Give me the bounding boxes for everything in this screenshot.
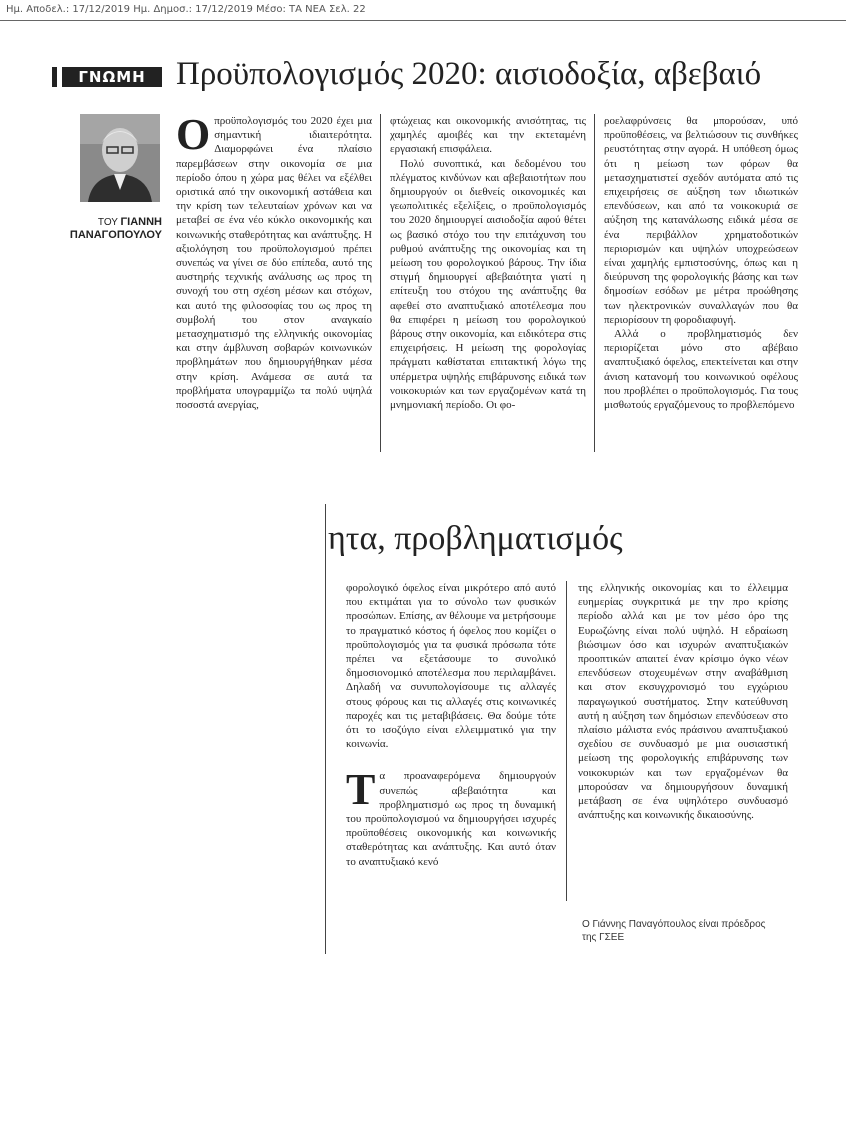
column-4-paragraph-1: φορολογικό όφελος είναι μικρότερο από αυτό που εκτιμάται για το σύνολο των φυσικών προσώπων. Επίσης, αν θέλουμε να μετρήσουμε το πραγματικό κόστος ή όφελος που κομίζει ο προϋπολογισμός για τα φυσικά πρόσωπα τότε πρέπει να εξετάσουμε το συνολικό δημοσιονομικό αποτέλεσμα που περιλαμβάνει. Δηλαδή να συνυπολογίσουμε τις αλλαγές στους φόρους και τις αλλαγές στις κοινωνικές παροχές και τις μεταβιβάσεις. Θα δούμε τότε ότι το ισοζύγιο είναι ελλειμματικό για την κοινωνία. xyxy=(346,582,556,751)
headline-part-1: Προϋπολογισμός 2020: αισιοδοξία, αβεβαιό xyxy=(176,56,762,92)
column-1-text: προϋπολογισμός του 2020 έχει μια σημαντική ιδιαιτερότητα. Διαμορφώνει ένα πλαίσιο παρεμβάσεων στην οικονομία σε μια περίοδο όπου η χώρα μας θέλει να εξέλθει οριστικά από την οικονομική αστάθεια και την κρίση των τελευταίων χρόνων και να μεταβεί σε ένα νέο κύκλο οικονομικής και κοινωνικής σταθερότητας και ανάπτυξης. Η αξιολόγηση του προϋπολογισμού πρέπει συνεπώς να γίνει σε δύο επίπεδα, αυτό της αυστηρής τεχνικής ανάλυσης ως προς τη συνοχή του στη σχέση μέσων και στόχων, και αυτό της φιλοσοφίας του ως προς τη συμβολή του στον αναγκαίο μετασχηματισμό της ελληνικής οικονομίας και στην άμβλυνση σοβαρών κοινωνικών προβλημάτων που δημιουργήθηκαν μέσα στην κρίση. Ανάμεσα σε αυτά τα προβλήματα υπογραμμίζω τα πολύ υψηλά ποσοστά ανεργίας, xyxy=(176,115,372,412)
section-rubric xyxy=(52,67,162,87)
rubric-bar xyxy=(52,67,57,87)
column-5-paragraph-1: της ελληνικής οικονομίας και το έλλειμμα ευημερίας συγκριτικά με την προ κρίσης περίοδο αλλά και με τον μέσο όρο της Ευρωζώνης είναι πολύ υψηλό. Η εδραίωση βιώσιμων όσο και ισχυρών αναπτυξιακών προοπτικών απαιτεί έναν κρίσιμο όγκο νέων επενδύσεων στοχευμένων στην αναβάθμιση και στον εκσυγχρονισμό του εγχώριου παραγωγικού συστήματος. Στην κατεύθυνση αυτή η αύξηση των δημόσιων επενδύσεων στο πλαίσιο μάλιστα ενός πράσινου αναπτυξιακού σχεδίου σε συνδυασμό με μια ουσιαστική μείωση της φορολογικής επιβάρυνσης των νοικοκυριών και των εργαζομένων θα μπορούσαν να δημιουργήσουν δυναμική μετάβαση σε ένα υψηλότερο συνδυασμό ανάπτυξης και κοινωνικής δικαιοσύνης. xyxy=(578,582,788,822)
article-column-4 xyxy=(346,581,556,869)
column-4-paragraph-2: α προαναφερόμενα δημιουργούν συνεπώς αβεβαιότητα και προβληματισμό ως προς τη δυναμική του προϋπολογισμού να δημιουργήσει ισχυρές προϋποθέσεις οικονομικής και κοινωνικής σταθερότητας και ανάπτυξης. Και αυτό όταν το αναπτυξιακό κενό xyxy=(346,770,556,868)
column-divider xyxy=(594,114,595,452)
byline-prefix: ΤΟΥ xyxy=(97,217,118,228)
article-column-3 xyxy=(604,114,798,412)
column-2-paragraph-2: Πολύ συνοπτικά, και δεδομένου του πλέγματος κινδύνων και αβεβαιοτήτων που δημιουργούν οι διεθνείς οικονομικές και γεωπολιτικές εξελίξεις, ο προϋπολογισμός του 2020 δημιουργεί αισιοδοξία αφού θέτει ως βασικό στόχο του την επιτάχυνση του ρυθμού ανάπτυξης της οικονομίας και τη μείωση του φορολογικού βάρους. Την ίδια στιγμή δημιουργεί αβεβαιότητα γιατί η επίτευξη του στόχου της ανάπτυξης θα αφεθεί στο αναπτυξιακό αποτέλεσμα που θα επιφέρει η μείωση του φορολογικού βάρους στην οικονομία, και ειδικότερα στις επιχειρήσεις. Η μείωση της φορολογίας πράγματι καθίσταται επιτακτική λόγω της υπέρμετρα υψηλής επιβάρυνσης ειδικά των νοικοκυριών και των εργαζομένων κατά τη μνημονιακή περίοδο. Οι φο- xyxy=(390,157,586,412)
byline xyxy=(62,216,162,242)
article-column-2 xyxy=(390,114,586,412)
column-divider xyxy=(566,581,567,901)
header-divider xyxy=(0,20,846,21)
drop-cap-t: Τ xyxy=(346,765,376,815)
headline-part-2: ητα, προβληματισμός xyxy=(328,520,623,557)
column-2-paragraph-1: φτώχειας και οικονομικής ανισότητας, τις χαμηλές αμοιβές και την εκτεταμένη εργασιακή επισφάλεια. xyxy=(390,115,586,156)
clipping-header: Ημ. Αποδελ.: 17/12/2019 Ημ. Δημοσ.: 17/12/2019 Μέσο: ΤΑ ΝΕΑ Σελ. 22 xyxy=(6,4,366,15)
article-column-5 xyxy=(578,581,788,822)
byline-last-name: ΠΑΝΑΓΟΠΟΥΛΟΥ xyxy=(69,229,162,241)
author-footnote: Ο Γιάννης Παναγόπουλος είναι πρόεδρος της ΓΣΕΕ xyxy=(582,919,766,943)
author-photo xyxy=(80,114,160,202)
clipping-left-edge xyxy=(325,504,326,954)
column-divider xyxy=(380,114,381,452)
column-3-paragraph-1: ρoελαφρύνσεις θα μπορούσαν, υπό προϋποθέσεις, να βελτιώσουν τις συνθήκες ρευστότητας στην αγορά. Η υπόθεση όμως ότι η μείωση των φόρων θα μετασχηματιστεί σχεδόν αυτόματα από τις επιχειρήσεις σε αύξηση των ιδιωτικών επενδύσεων, και από τα νοικοκυριά σε αύξηση της κατανάλωσης ειδικά μέσα σε ένα περιβάλλον χρηματοδοτικών περιορισμών και υψηλών υποχρεώσεων είναι χαμηλής εμπιστοσύνης, όπως και η διεύρυνση της φορολογικής βάσης και των δημοσίων εσόδων με μέτρα προώθησης των ηλεκτρονικών συναλλαγών που θα περιορίσουν τη φοροδιαφυγή. xyxy=(604,115,798,326)
column-3-paragraph-2: Αλλά ο προβληματισμός δεν περιορίζεται μόνο στο αβέβαιο αναπτυξιακό όφελος, επεκτείνεται και στην άνιση κατανομή του κοινωνικού οφέλους που προβλέπει ο προϋπολογισμός. Για τους μισθωτούς εργαζόμενους το προβλεπόμενο xyxy=(604,328,798,412)
drop-cap-o: Ο xyxy=(176,110,211,159)
article-column-1 xyxy=(176,110,372,412)
rubric-label: ΓΝΩΜΗ xyxy=(62,67,162,87)
byline-first-name: ΓΙΑΝΝΗ xyxy=(120,216,162,228)
